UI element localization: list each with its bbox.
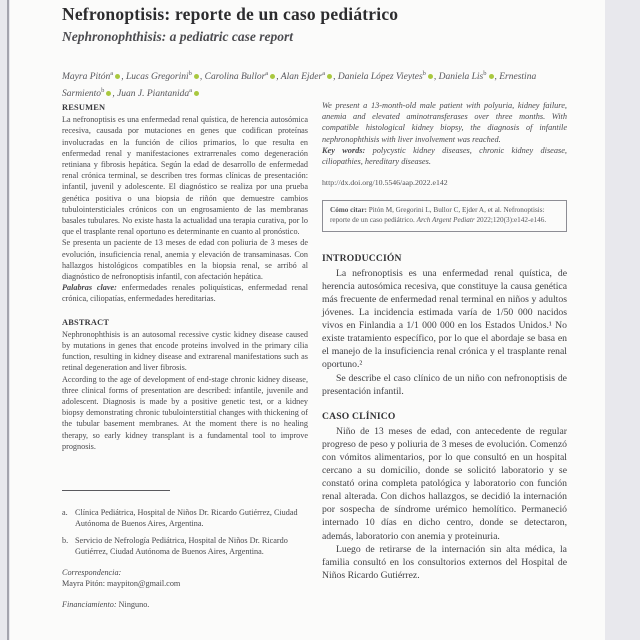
correspondence-block: [62, 567, 308, 589]
citation-box: Cómo citar: Pitón M, Gregorini L, Bullor C, Ejder A, et al. Nefronoptisis: reporte de un caso pediátrico. Arch Argent Pediatr 2022;120(3):e142-e146.: [322, 200, 567, 232]
keywords-label: Palabras clave:: [62, 283, 117, 293]
footnote-divider: [62, 490, 170, 491]
article-title: Nefronoptisis: reporte de un caso pediátrico: [62, 4, 399, 24]
resumen-heading: RESUMEN: [62, 103, 106, 112]
orcid-icon[interactable]: [115, 74, 120, 79]
case-report-paragraph: Luego de retirarse de la internación sin alta médica, la familia consultó en los consultorios externos del Hospital de Niños Ricardo Gutiérrez.: [322, 543, 567, 581]
orcid-icon[interactable]: [327, 74, 332, 79]
orcid-icon[interactable]: [489, 74, 494, 79]
orcid-icon[interactable]: [428, 74, 433, 79]
funding-label: Financiamiento:: [62, 600, 117, 610]
citation-label: Cómo citar:: [330, 206, 367, 215]
author: Alan Ejder$^a$ ,: [280, 70, 338, 83]
author: Carolina Bullor$^a$ ,: [204, 70, 281, 83]
author: Daniela López Vieytes$^b$ ,: [337, 70, 439, 83]
correspondence-label: Correspondencia:: [62, 568, 122, 578]
case-report-heading: CASO CLÍNICO: [322, 410, 396, 422]
article-header: [62, 4, 567, 101]
english-summary: [322, 100, 567, 167]
case-report-body: [322, 425, 567, 582]
article-subtitle: Nephronophthisis: a pediatric case report: [62, 29, 294, 44]
orcid-icon[interactable]: [270, 74, 275, 79]
case-report-paragraph: Niño de 13 meses de edad, con antecedente de regular progreso de peso y poliuria de 3 meses de evolución. Comenzó con vómitos alimentarios, por lo que consultó en un hospital cercano a su domicilio, donde se solicitó laboratorio y se constató orina completa patológica y laboratorio con función renal alterada. Con dichos hallazgos, se decidió la internación por sospecha de síndrome urémico hemolítico. Permaneció internado 10 días en dicho centro, donde se detectaron, además, laboratorio con anemia y proteinuria.: [322, 425, 567, 542]
affiliation-item: a. Clínica Pediátrica, Hospital de Niños Dr. Ricardo Gutiérrez, Ciudad Autónoma de Buenos Aires, Argentina.: [62, 508, 298, 529]
correspondence-email[interactable]: Mayra Pitón: maypiton@gmail.com: [62, 579, 181, 589]
author: Daniela Lis$^b$ ,: [438, 70, 500, 83]
abstract-heading: ABSTRACT: [62, 317, 110, 327]
journal-name: Arch Argent Pediatr: [416, 216, 475, 225]
author: Juan J. Piantanida$^a$: [117, 89, 200, 99]
author: Lucas Gregorini$^b$ ,: [125, 70, 205, 83]
affiliation-item: b. Servicio de Nefrología Pediátrica, Hospital de Niños Dr. Ricardo Gutiérrez, Ciudad Autónoma de Buenos Aires, Argentina.: [62, 536, 288, 557]
funding-block: Financiamiento: Ninguno.: [62, 600, 150, 610]
orcid-icon[interactable]: [194, 91, 199, 96]
english-keywords: Key words: polycystic kidney diseases, chronic kidney disease, ciliopathies, hereditary diseases.: [322, 145, 567, 167]
author-list: [62, 67, 567, 101]
introduction-heading: INTRODUCCIÓN: [322, 252, 402, 264]
introduction-paragraph: La nefronoptisis es una enfermedad renal quística, de herencia autosómica recesiva, que constituye la causa genética más frecuente de enfermedad renal terminal en niños y adultos jóvenes. La incidencia estimada varía de 1/50 000 nacidos vivos en Finlandia a 1/1 000 000 en los Estados Unidos.¹ No existe tratamiento específico, por lo que el abordaje se basa en el manejo de la insuficiencia renal crónica y el trasplante renal oportuno.²: [322, 267, 567, 371]
abstract-paragraph: According to the age of development of end-stage chronic kidney disease, three clinical forms of presentation are described: infantile, juvenile and adolescent. Diagnosis is made by a positive genetic test, or a kidney biopsy demonstrating chronic tubulointerstitial changes with thickening of the tubular basement membranes. At the moment there is no healing therapy, so early kidney transplant is a fundamental tool to improve prognosis.: [62, 374, 308, 451]
page-left-edge-line: [7, 0, 9, 640]
resumen-keywords: Palabras clave: enfermedades renales poliquísticas, enfermedad renal crónica, ciliopatías, enfermedades hereditarias.: [62, 283, 308, 304]
article-page: [10, 0, 605, 640]
right-column: [322, 100, 567, 582]
author: Mayra Pitón$^a$ ,: [62, 70, 126, 83]
english-summary-paragraph: We present a 13-month-old male patient with polyuria, kidney failure, anemia and elevated aminotransferases over three months. With compatible histological kidney biopsy, the diagnosis of infantile nephronophthisis with liver involvement was reached.: [322, 101, 567, 144]
introduction-paragraph: Se describe el caso clínico de un niño con nefronoptisis de presentación infantil.: [322, 372, 567, 397]
doi-link[interactable]: http://dx.doi.org/10.5546/aap.2022.e142: [322, 178, 448, 188]
keywords-label: Key words:: [322, 145, 366, 155]
orcid-icon[interactable]: [106, 91, 111, 96]
introduction-body: [322, 267, 567, 398]
resumen-paragraph: Se presenta un paciente de 13 meses de edad con poliuria de 3 meses de evolución, insuficiencia renal, anemia y elevación de transaminasas. Con hallazgos histológicos compatibles en la biopsia renal, se arribó al diagnóstico de nefronoptisis infantil, con afectación hepática.: [62, 238, 308, 282]
author: Ernestina Sarmiento$^b$ ,: [62, 72, 537, 100]
left-column: [62, 102, 308, 610]
abstract-paragraph: Nephronophthisis is an autosomal recessive cystic kidney disease caused by mutations in genes that encode proteins involved in the primary cilia function, resulting in kidney disease and extrarenal manifestations such as retinal degeneration and liver fibrosis.: [62, 329, 308, 373]
orcid-icon[interactable]: [194, 74, 199, 79]
resumen-paragraph: La nefronoptisis es una enfermedad renal quística, de herencia autosómica recesiva, causada por mutaciones en genes que codifican proteínas involucradas en la función de cilios primarios, lo que resulta en enfermedad renal y manifestaciones extrarrenales como degeneración retiniana y fibrosis hepática. Según la edad de desarrollo de enfermedad renal crónica terminal, se describen tres formas clínicas de presentación: infantil, juvenil y adolescente. El diagnóstico se realiza por una prueba genética positiva o una biopsia de riñón que demuestre cambios tubulointersticiales crónicos con un engrosamiento de las membranas basales tubulares. No existe hasta la actualidad una terapia curativa, por lo que el trasplante renal oportuno es determinante en cuanto al pronóstico.: [62, 115, 308, 237]
